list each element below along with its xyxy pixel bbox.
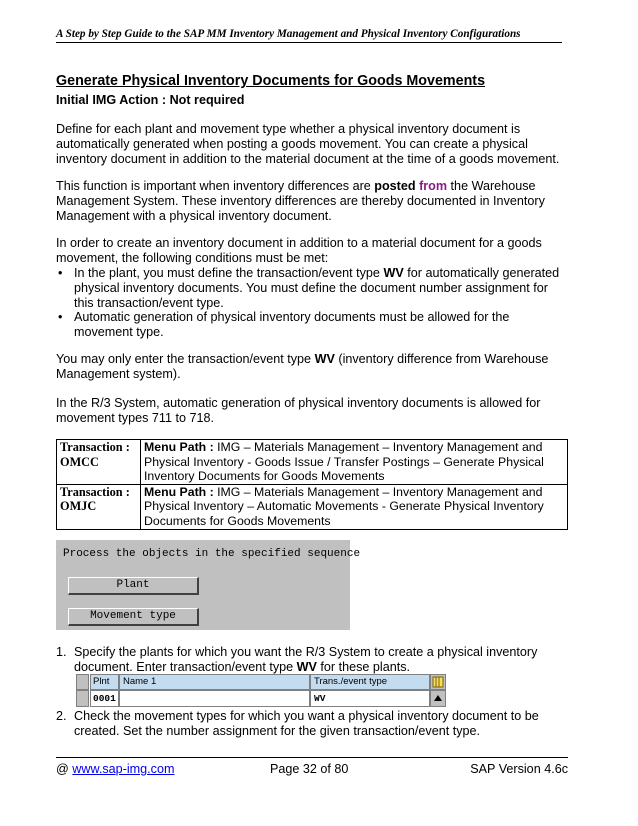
text: This function is important when inventory differences are bbox=[56, 179, 375, 193]
column-header-name: Name 1 bbox=[119, 674, 310, 690]
plant-grid bbox=[76, 674, 446, 707]
sap-panel-title: Process the objects in the specified sequence bbox=[63, 548, 361, 560]
text: the Warehouse Management System. These inventory differences are thereby documented in Inventory Management with a physical inventory document. bbox=[56, 179, 545, 223]
conditions-list bbox=[56, 266, 568, 340]
step-number: 1. bbox=[56, 645, 67, 659]
transaction-cell bbox=[57, 484, 141, 529]
text: You may only enter the transaction/event type bbox=[56, 352, 315, 366]
column-header-plnt: Plnt bbox=[90, 674, 119, 690]
steps-list-1 bbox=[56, 645, 568, 675]
text: Specify the plants for which you want the R/3 System to create a physical inventory document. Enter transaction/event type bbox=[74, 645, 538, 674]
page-header: A Step by Step Guide to the SAP MM Inventory Management and Physical Inventory Configurations bbox=[56, 28, 562, 43]
table-row bbox=[57, 484, 568, 529]
footer-prefix: @ bbox=[56, 762, 73, 776]
text: for automatically generated physical inventory documents. You must define the document number assignment for this transaction/event type. bbox=[74, 266, 560, 310]
posted-bold: posted bbox=[374, 179, 416, 193]
movement-type-button[interactable]: Movement type bbox=[68, 608, 199, 626]
plant-button[interactable]: Plant bbox=[68, 577, 199, 595]
cell-trans-event-type[interactable]: WV bbox=[310, 690, 430, 707]
wv-bold: WV bbox=[314, 352, 335, 366]
transaction-label: Transaction : bbox=[60, 440, 130, 454]
transaction-code: OMCC bbox=[60, 454, 99, 469]
wv-bold: WV bbox=[296, 659, 317, 674]
menu-path-text: IMG – Materials Management – Inventory Management and Physical Inventory - Goods Issue / Transfer Postings – Generate Physical Inventory Documents for Goods Movements bbox=[144, 440, 544, 484]
cell-name[interactable] bbox=[119, 690, 310, 707]
paragraph-wm bbox=[56, 179, 568, 223]
text: Check the movement types for which you want a physical inventory document to be created. Set the number assignment for the given transaction/event type. bbox=[74, 709, 539, 738]
grid-settings-icon bbox=[431, 675, 445, 689]
text: Automatic generation of physical inventory documents must be allowed for the movement type. bbox=[74, 310, 510, 340]
transaction-code: OMJC bbox=[60, 499, 97, 514]
wv-bold: WV bbox=[383, 266, 404, 280]
text: for these plants. bbox=[316, 659, 411, 674]
sap-version: SAP Version 4.6c bbox=[470, 762, 568, 776]
list-item bbox=[56, 645, 568, 675]
sap-sequence-panel bbox=[56, 540, 361, 630]
page-number: Page 32 of 80 bbox=[270, 762, 349, 776]
paragraph-wv bbox=[56, 352, 568, 382]
transaction-label: Transaction : bbox=[60, 484, 130, 499]
menu-path-cell bbox=[141, 484, 568, 529]
paragraph-intro: Define for each plant and movement type whether a physical inventory document is automatically generated when posting a goods movement. You can create a physical inventory document in addition to the material document at the time of a goods movement. bbox=[56, 122, 560, 166]
footer-left bbox=[56, 762, 174, 776]
menu-path-label: Menu Path : bbox=[144, 440, 214, 454]
menu-path-text: IMG – Materials Management – Inventory Management and Physical Inventory – Automatic Movements - Generate Physical Inventory Documents for Goods Movements bbox=[144, 484, 544, 528]
text: (inventory difference from Warehouse Management system). bbox=[56, 352, 549, 381]
triangle-up-icon bbox=[431, 691, 445, 706]
img-action-note: Initial IMG Action : Not required bbox=[56, 93, 245, 107]
menu-path-cell bbox=[141, 440, 568, 485]
from-highlight: from bbox=[419, 179, 448, 193]
table-row bbox=[57, 440, 568, 485]
list-item bbox=[56, 310, 568, 340]
paragraph-conditions: In order to create an inventory document in addition to a material document for a goods movement, the following conditions must be met: bbox=[56, 236, 542, 265]
page-footer bbox=[56, 757, 568, 776]
steps-list-2 bbox=[56, 709, 568, 739]
column-header-trans: Trans./event type bbox=[310, 674, 430, 690]
footer-link[interactable]: www.sap-img.com bbox=[72, 762, 175, 776]
row-selector-header bbox=[76, 674, 89, 690]
section-title: Generate Physical Inventory Documents for Goods Movements bbox=[56, 73, 486, 89]
scroll-up-button[interactable] bbox=[430, 690, 446, 707]
transaction-table bbox=[56, 439, 568, 530]
list-item bbox=[56, 709, 568, 739]
column-settings-icon[interactable] bbox=[430, 674, 446, 690]
menu-path-label: Menu Path : bbox=[144, 484, 214, 499]
step-number: 2. bbox=[56, 709, 67, 723]
row-selector[interactable] bbox=[76, 690, 89, 707]
cell-plnt[interactable]: 0001 bbox=[90, 690, 119, 707]
paragraph-movement-types: In the R/3 System, automatic generation of physical inventory documents is allowed for movement types 711 to 718. bbox=[56, 396, 541, 425]
transaction-cell bbox=[57, 440, 141, 485]
list-item bbox=[56, 266, 568, 310]
text: In the plant, you must define the transaction/event type bbox=[74, 266, 384, 280]
